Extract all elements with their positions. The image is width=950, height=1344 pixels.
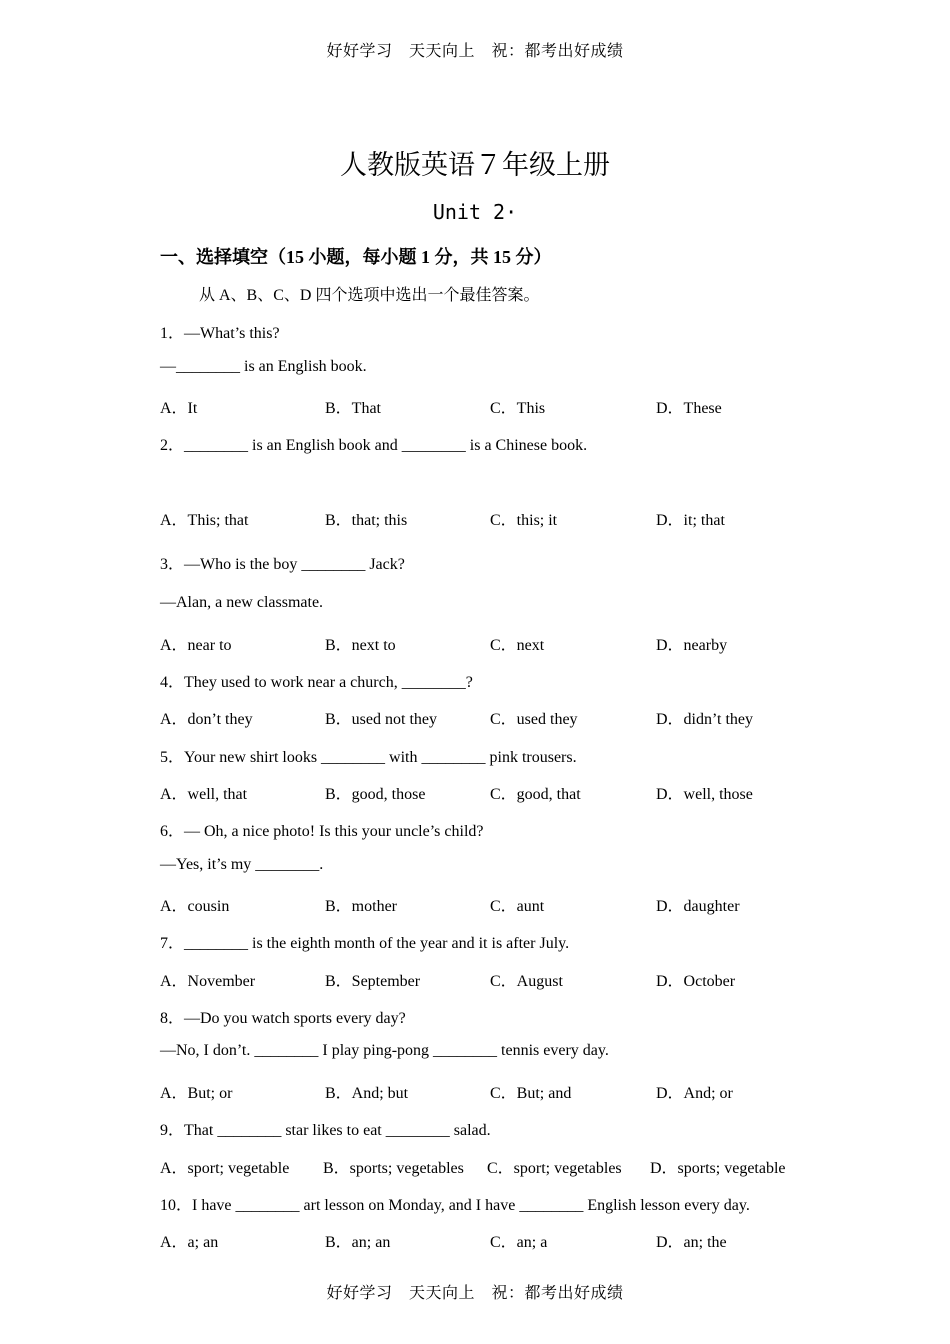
question-9-option-a: A．sport; vegetable [160,1160,290,1177]
question-8-option-d: D．And; or [656,1085,733,1102]
question-6-stem: 6．— Oh, a nice photo! Is this your uncle’s child? [160,823,484,840]
question-1-option-c: C．This [490,400,546,417]
section-heading: 一、选择填空（15 小题，每小题 1 分，共 15 分） [160,247,552,267]
document-title: 人教版英语７年级上册 [340,150,610,181]
unit-subtitle: Unit 2· [432,200,518,224]
question-3-option-a: A．near to [160,637,232,654]
question-1-option-a: A．It [160,400,198,417]
question-6-option-a: A．cousin [160,898,230,915]
question-8-option-b: B．And; but [325,1085,409,1102]
question-4-option-c: C．used they [490,711,578,728]
question-3-option-b: B．next to [325,637,396,654]
question-6-option-b: B．mother [325,898,397,915]
question-2-option-d: D．it; that [656,512,725,529]
question-6-option-d: D．daughter [656,898,740,915]
page-header: 好好学习 天天向上 祝：都考出好成绩 [326,41,624,60]
question-7-option-d: D．October [656,973,736,990]
question-9-stem: 9．That ________ star likes to eat ________ salad. [160,1122,491,1139]
question-5-option-d: D．well, those [656,786,753,803]
question-9-option-b: B．sports; vegetables [323,1160,464,1177]
question-3-option-d: D．nearby [656,637,728,654]
page-footer: 好好学习 天天向上 祝：都考出好成绩 [326,1283,624,1302]
section-instruction: 从 A、B、C、D 四个选项中选出一个最佳答案。 [199,287,540,304]
question-8-stem: 8．—Do you watch sports every day? [160,1010,406,1027]
question-5-option-c: C．good, that [490,786,581,803]
question-8-option-a: A．But; or [160,1085,233,1102]
question-5-option-a: A．well, that [160,786,248,803]
question-2-stem: 2．________ is an English book and ________ is a Chinese book. [160,437,588,454]
question-10-option-a: A．a; an [160,1234,219,1251]
question-6-option-c: C．aunt [490,898,545,915]
question-5-stem: 5．Your new shirt looks ________ with ________ pink trousers. [160,749,577,766]
question-2-option-b: B．that; this [325,512,408,529]
question-10-option-c: C．an; a [490,1234,548,1251]
question-7-option-b: B．September [325,973,421,990]
question-4-option-a: A．don’t they [160,711,253,728]
question-4-option-b: B．used not they [325,711,437,728]
question-1-option-d: D．These [656,400,722,417]
question-7-stem: 7．________ is the eighth month of the year and it is after July. [160,935,570,952]
question-4-stem: 4．They used to work near a church, ________? [160,674,473,691]
question-1-option-b: B．That [325,400,381,417]
question-8-response: —No, I don’t. ________ I play ping-pong ________ tennis every day. [160,1042,609,1059]
question-9-option-d: D．sports; vegetable [650,1160,786,1177]
question-10-option-d: D．an; the [656,1234,727,1251]
question-10-stem: 10．I have ________ art lesson on Monday, and I have ________ English lesson every day. [160,1197,750,1214]
question-8-option-c: C．But; and [490,1085,572,1102]
question-7-option-c: C．August [490,973,563,990]
question-2-option-a: A．This; that [160,512,249,529]
question-1-stem: 1．—What’s this? [160,325,280,342]
question-4-option-d: D．didn’t they [656,711,754,728]
question-7-option-a: A．November [160,973,256,990]
question-3-response: —Alan, a new classmate. [160,594,324,611]
question-5-option-b: B．good, those [325,786,426,803]
question-10-option-b: B．an; an [325,1234,391,1251]
question-1-response: —________ is an English book. [160,358,367,375]
question-3-stem: 3．—Who is the boy ________ Jack? [160,556,405,573]
question-3-option-c: C．next [490,637,545,654]
question-6-response: —Yes, it’s my ________. [160,856,324,873]
question-2-option-c: C．this; it [490,512,558,529]
question-9-option-c: C．sport; vegetables [487,1160,622,1177]
